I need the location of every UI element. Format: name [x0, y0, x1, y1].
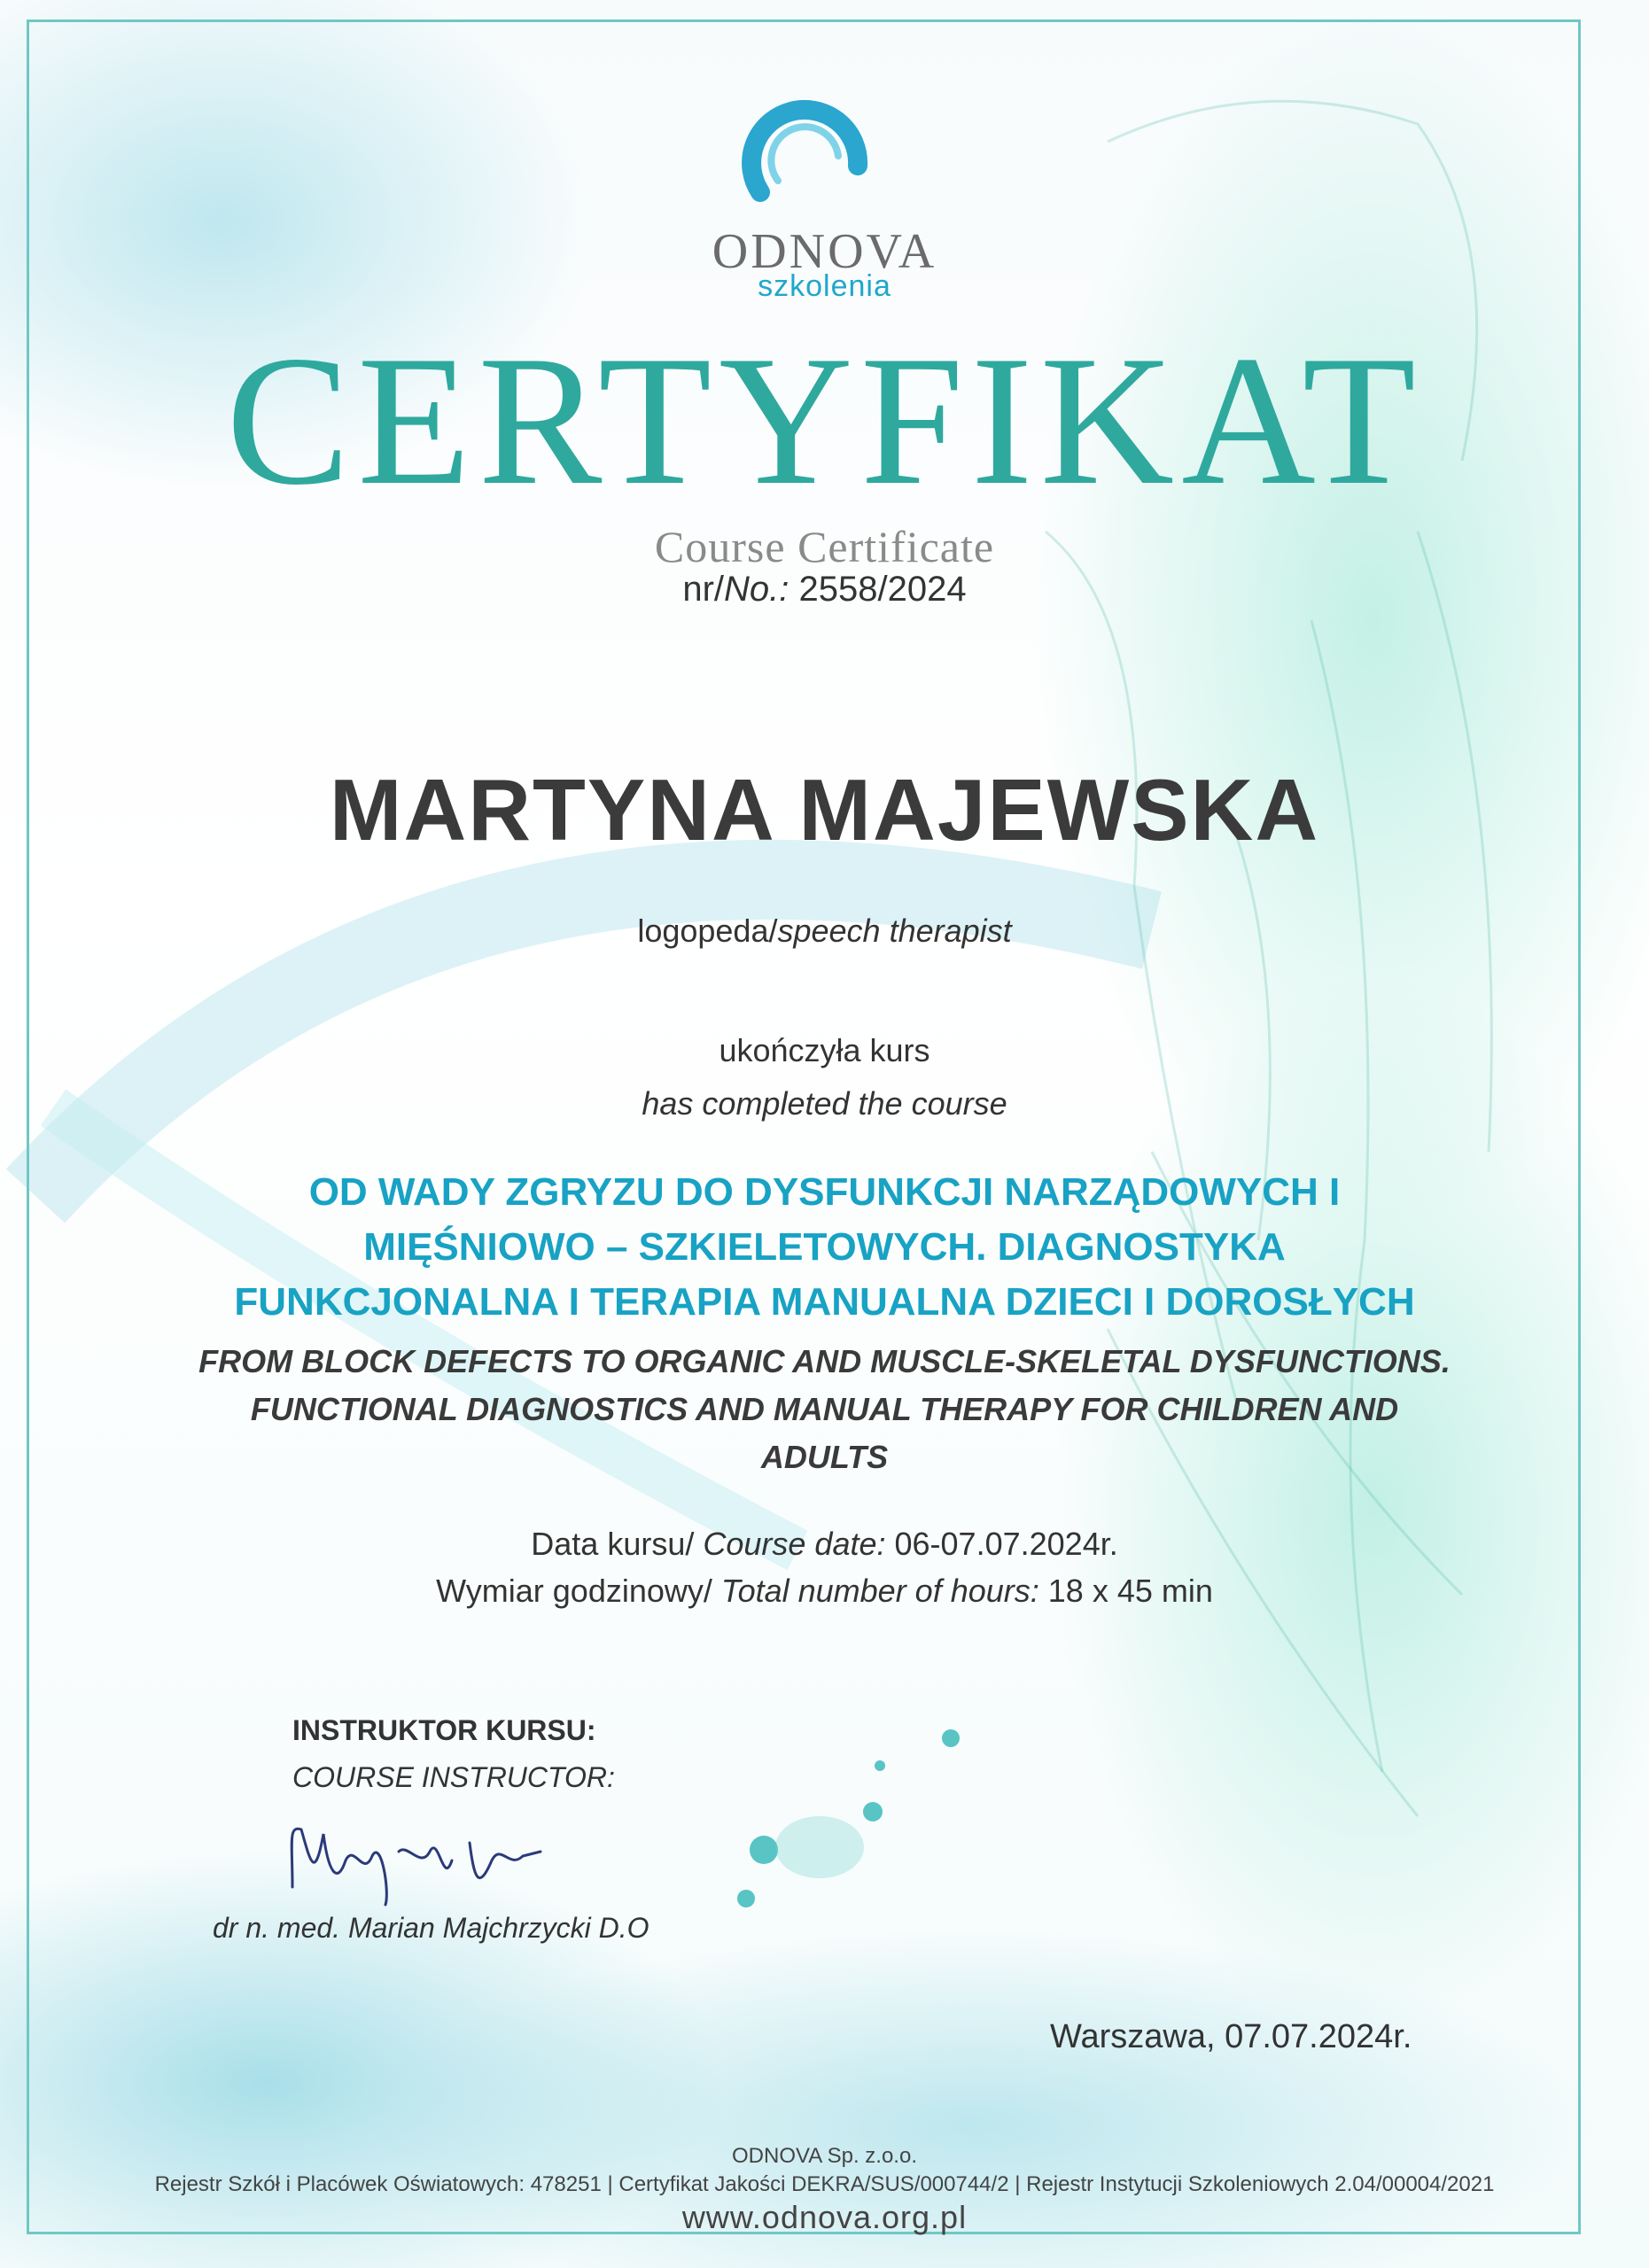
completed-pl: ukończyła kurs: [719, 1032, 930, 1068]
completed-en: has completed the course: [642, 1085, 1007, 1122]
certificate-subtitle: Course Certificate: [654, 522, 995, 571]
instructor-label-pl: INSTRUKTOR KURSU:: [292, 1714, 596, 1746]
odnova-ring-logo-icon: [725, 82, 884, 223]
date-value: 06-07.07.2024r.: [885, 1526, 1118, 1562]
certificate-number: [0, 570, 1649, 610]
hours-label-en: Total number of hours:: [720, 1573, 1039, 1609]
course-en-line: FROM BLOCK DEFECTS TO ORGANIC AND MUSCLE-SKELETAL DYSFUNCTIONS.: [198, 1343, 1451, 1379]
brand-name: ODNOVA: [712, 224, 937, 279]
date-label-en: Course date:: [703, 1526, 886, 1562]
brand-subtitle: szkolenia: [758, 269, 891, 303]
course-title-en: [0, 1338, 1649, 1481]
course-hours: [0, 1573, 1649, 1610]
instructor-name: dr n. med. Marian Majchrzycki D.O: [213, 1912, 649, 1944]
recipient-name: MARTYNA MAJEWSKA: [329, 761, 1320, 858]
course-pl-line: OD WADY ZGRYZU DO DYSFUNKCJI NARZĄDOWYCH I: [308, 1170, 1341, 1214]
instructor-signature: [275, 1807, 576, 1922]
role-pl: logopeda/: [637, 913, 778, 949]
course-title-pl: [0, 1165, 1649, 1330]
recipient-role: [0, 913, 1649, 950]
course-pl-line: MIĘŚNIOWO – SZKIELETOWYCH. DIAGNOSTYKA: [363, 1225, 1286, 1269]
course-pl-line: FUNKCJONALNA I TERAPIA MANUALNA DZIECI I DOROSŁYCH: [234, 1280, 1415, 1324]
place-and-date: Warszawa, 07.07.2024r.: [1050, 2018, 1412, 2055]
footer-registry: Rejestr Szkół i Placówek Oświatowych: 478251 | Certyfikat Jakości DEKRA/SUS/000744/2 | Rejestr Instytucji Szkoleniowych 2.04/00004/2021: [154, 2172, 1495, 2196]
hours-value: 18 x 45 min: [1038, 1573, 1213, 1609]
hours-label-pl: Wymiar godzinowy/: [436, 1573, 721, 1609]
course-en-line: ADULTS: [760, 1439, 889, 1475]
course-date: [0, 1526, 1649, 1563]
certificate-title: CERTYFIKAT: [226, 318, 1423, 524]
date-label-pl: Data kursu/: [531, 1526, 704, 1562]
instructor-label-en: COURSE INSTRUCTOR:: [292, 1761, 615, 1793]
number-value: 2558/2024: [798, 570, 967, 609]
course-en-line: FUNCTIONAL DIAGNOSTICS AND MANUAL THERAPY FOR CHILDREN AND: [250, 1391, 1399, 1427]
footer-company: ODNOVA Sp. z.o.o.: [732, 2144, 917, 2168]
number-label-pl: nr/: [682, 570, 725, 609]
number-label-en: No.:: [724, 570, 789, 609]
footer-url: www.odnova.org.pl: [681, 2199, 968, 2235]
role-en: speech therapist: [777, 913, 1012, 949]
